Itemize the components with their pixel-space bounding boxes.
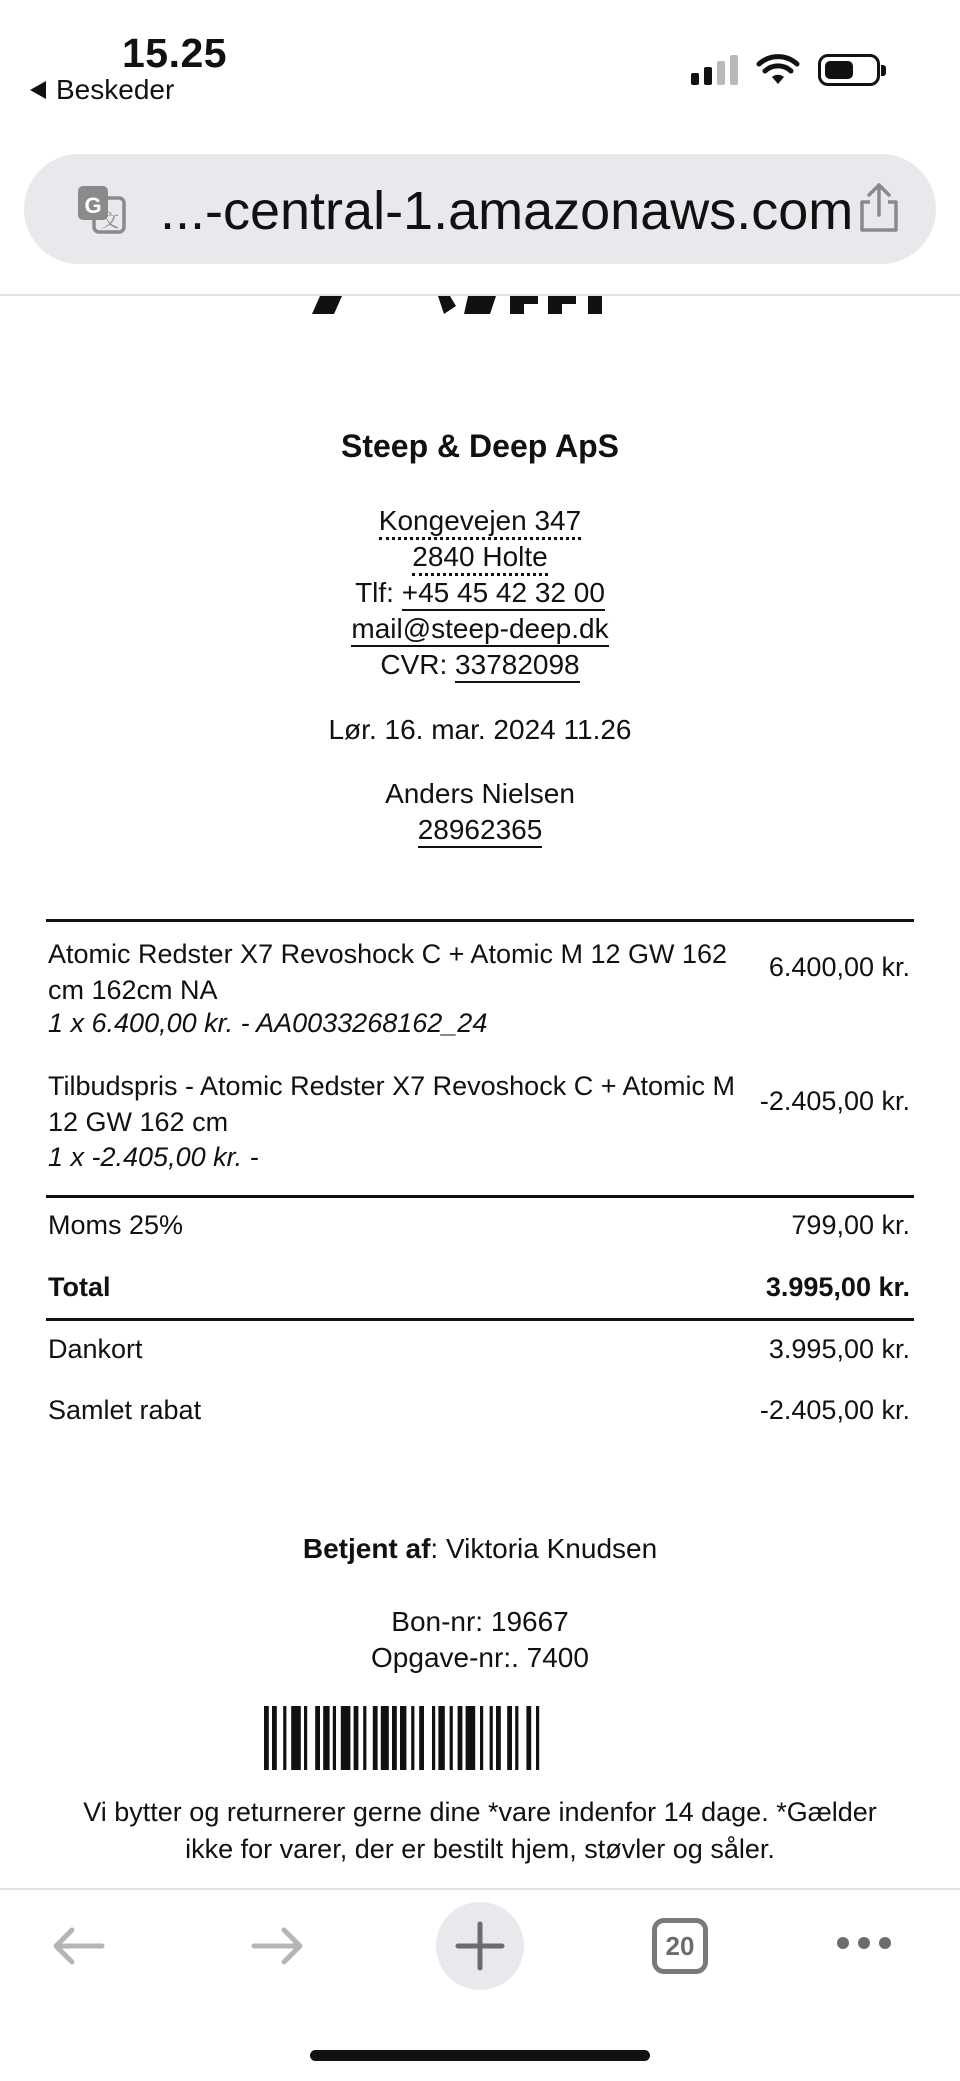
home-indicator[interactable] bbox=[310, 2050, 650, 2061]
svg-text:G: G bbox=[84, 193, 102, 218]
customer-name: Anders Nielsen bbox=[385, 778, 575, 809]
share-icon[interactable] bbox=[856, 182, 902, 234]
total-value: 3.995,00 kr. bbox=[765, 1272, 910, 1302]
receipt-datetime: Lør. 16. mar. 2024 11.26 bbox=[328, 714, 632, 745]
store-logo bbox=[300, 296, 640, 314]
item-1-description: Atomic Redster X7 Revoshock C + Atomic M 12 GW 162 cm 162cm NA bbox=[48, 939, 728, 1005]
item-1-details: 1 x 6.400,00 kr. - AA0033268162_24 bbox=[48, 1008, 488, 1038]
status-indicators bbox=[691, 54, 880, 86]
divider-items bbox=[46, 1195, 914, 1198]
discount-value: -2.405,00 kr. bbox=[759, 1395, 910, 1425]
item-2-description: Tilbudspris - Atomic Redster X7 Revoshock C + Atomic M 12 GW 162 cm bbox=[48, 1071, 735, 1137]
address-line2 bbox=[0, 539, 960, 575]
forward-arrow-icon[interactable] bbox=[250, 1926, 306, 1966]
tab-switcher-button[interactable]: 20 bbox=[652, 1918, 708, 1974]
new-tab-button[interactable] bbox=[436, 1902, 524, 1990]
receipt-number: Bon-nr: 19667 bbox=[391, 1606, 569, 1637]
divider-total bbox=[46, 1318, 914, 1321]
barcode bbox=[264, 1706, 696, 1770]
email-link[interactable]: mail@steep-deep.dk bbox=[351, 613, 608, 647]
payment-value: 3.995,00 kr. bbox=[768, 1334, 910, 1364]
phone-label: Tlf: bbox=[355, 577, 402, 608]
url-text[interactable]: ...-central-1.amazonaws.com bbox=[160, 181, 854, 241]
plus-icon bbox=[436, 1902, 524, 1990]
cvr-label: CVR: bbox=[380, 649, 456, 680]
email-line bbox=[0, 611, 960, 647]
task-number: Opgave-nr:. 7400 bbox=[371, 1642, 589, 1673]
cvr-line bbox=[0, 647, 960, 683]
address-bar[interactable] bbox=[24, 154, 936, 264]
address-street-link[interactable]: Kongevejen 347 bbox=[379, 505, 581, 540]
vat-value: 799,00 kr. bbox=[791, 1210, 910, 1240]
shop-name: Steep & Deep ApS bbox=[341, 428, 619, 464]
cellular-signal-icon bbox=[691, 55, 738, 85]
payment-label: Dankort bbox=[48, 1334, 143, 1364]
cvr-link[interactable]: 33782098 bbox=[455, 649, 580, 683]
served-by-name: : Viktoria Knudsen bbox=[430, 1533, 658, 1564]
customer-number-line bbox=[0, 812, 960, 848]
customer-number-link[interactable]: 28962365 bbox=[418, 814, 543, 848]
item-1-price: 6.400,00 kr. bbox=[768, 952, 910, 982]
address-city-link[interactable]: 2840 Holte bbox=[412, 541, 547, 576]
item-2-price: -2.405,00 kr. bbox=[759, 1086, 910, 1116]
served-by-label: Betjent af bbox=[302, 1533, 431, 1564]
status-time: 15.25 bbox=[122, 30, 228, 76]
discount-label: Samlet rabat bbox=[48, 1395, 202, 1425]
address-line1 bbox=[0, 503, 960, 539]
served-by bbox=[0, 1531, 960, 1567]
back-triangle-icon bbox=[30, 81, 46, 99]
toolbar-divider bbox=[0, 1888, 960, 1890]
item-2-details: 1 x -2.405,00 kr. - bbox=[48, 1142, 259, 1172]
divider-top bbox=[46, 919, 914, 922]
phone-line bbox=[0, 575, 960, 611]
svg-text:文: 文 bbox=[101, 211, 119, 232]
back-app-label: Beskeder bbox=[56, 74, 175, 105]
translate-icon[interactable] bbox=[76, 184, 126, 234]
vat-label: Moms 25% bbox=[48, 1210, 184, 1240]
wifi-icon bbox=[756, 54, 800, 86]
phone-link[interactable]: +45 45 42 32 00 bbox=[402, 577, 605, 611]
battery-icon bbox=[818, 54, 880, 86]
back-arrow-icon[interactable] bbox=[50, 1926, 106, 1966]
total-label: Total bbox=[48, 1272, 111, 1302]
more-options-icon[interactable] bbox=[836, 1936, 892, 1950]
return-policy: Vi bytter og returnerer gerne dine *vare indenfor 14 dage. *Gælder ikke for varer, der er bestilt hjem, støvler og såler. bbox=[83, 1797, 877, 1864]
back-to-app-button[interactable] bbox=[30, 74, 174, 106]
